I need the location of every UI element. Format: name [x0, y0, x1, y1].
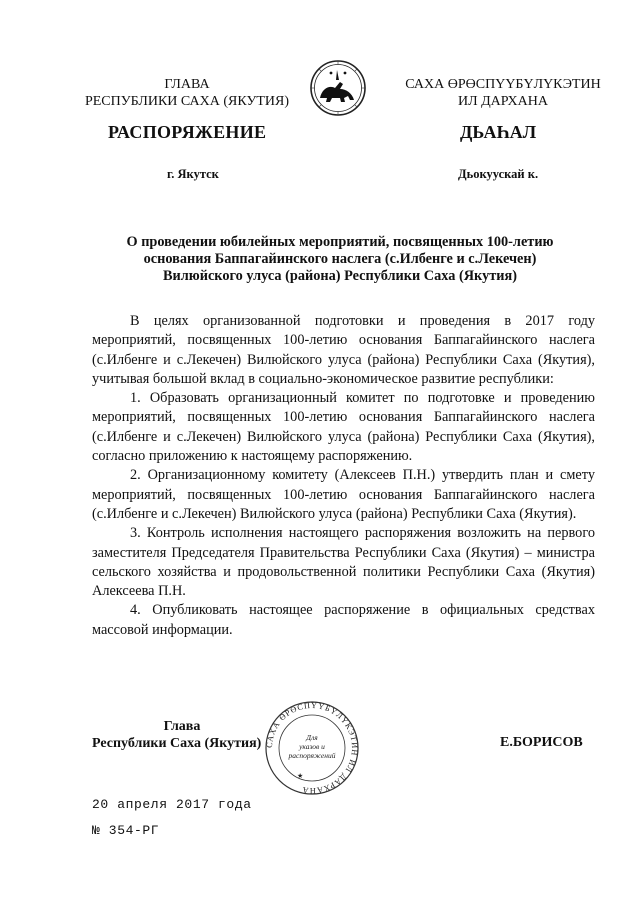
stamp-center-line1: Для — [306, 733, 318, 742]
sakha-coat-of-arms-icon — [300, 58, 376, 118]
document-title — [92, 234, 588, 285]
header-right-line1: САХА ӨРӨСПҮҮБҮЛҮКЭТИН — [405, 77, 601, 92]
stamp-ring-text: САХА ӨРӨСПҮҮБҮЛҮКЭТИН ИЛ ДАРХАНА — [264, 700, 360, 796]
signatory-title — [92, 718, 272, 752]
body-item-2: 2. Организационному комитету (Алексеев П.Н.) утвердить план и смету мероприятий, посвященных 100-летию основания Баппагайинского наслега (с.Илбенге и с.Лекечен) Вилюйского улуса (района) Республики Саха (Якутия). — [92, 467, 595, 522]
city-yakut: Дьокуускай к. — [458, 167, 539, 181]
header-left — [82, 76, 292, 110]
signatory-title-line2: Республики Саха (Якутия) — [92, 736, 262, 751]
body-item-3: 3. Контроль исполнения настоящего распоряжения возложить на первого заместителя Председателя Правительства Республики Саха (Якутия) – министра сельского хозяйства и продовольственной политики Республики Саха (Якутия) Алексеева П.Н. — [92, 525, 595, 600]
header-left-line2: РЕСПУБЛИКИ САХА (ЯКУТИЯ) — [84, 94, 290, 109]
header-right — [388, 76, 618, 110]
stamp-star-icon: ★ — [297, 772, 304, 780]
header-right-line2: ИЛ ДАРХАНА — [457, 94, 548, 109]
doc-type-russian: РАСПОРЯЖЕНИЕ — [108, 122, 267, 142]
document-number: № 354-РГ — [92, 823, 160, 838]
signatory-title-line1: Глава — [163, 719, 201, 734]
body-intro: В целях организованной подготовки и проведения в 2017 году мероприятий, посвященных 100-летию основания Баппагайинского наслега (с.Илбенге и с.Лекечен) Вилюйского улуса (района) Республики Саха (Якутия), учитывая большой вклад в социально-экономическое развитие республики: — [92, 313, 595, 387]
stamp-center-line3: распоряжений — [288, 751, 336, 760]
city-russian: г. Якутск — [167, 167, 219, 181]
title-line-3: Вилюйского улуса (района) Республики Саха (Якутия) — [163, 268, 517, 284]
header-left-line1: ГЛАВА — [164, 77, 210, 92]
document-body — [92, 312, 595, 640]
body-item-1: 1. Образовать организационный комитет по подготовке и проведению мероприятий, посвященных 100-летию основания Баппагайинского наслега (с.Илбенге и с.Лекечен) Вилюйского улуса (района) Республики Саха (Якутия), согласно приложению к настоящему распоряжению. — [92, 390, 595, 465]
signatory-name: Е.БОРИСОВ — [500, 735, 583, 750]
stamp-center-line2: указов и — [299, 742, 325, 751]
title-line-1: О проведении юбилейных мероприятий, посвященных 100-летию — [126, 234, 554, 250]
body-item-4: 4. Опубликовать настоящее распоряжение в официальных средствах массовой информации. — [92, 602, 595, 638]
document-date: 20 апреля 2017 года — [92, 797, 252, 812]
doc-type-yakut: ДЬАҺАЛ — [460, 122, 537, 142]
official-stamp — [257, 700, 367, 796]
title-line-2: основания Баппагайинского наслега (с.Илбенге и с.Лекечен) — [143, 251, 537, 267]
